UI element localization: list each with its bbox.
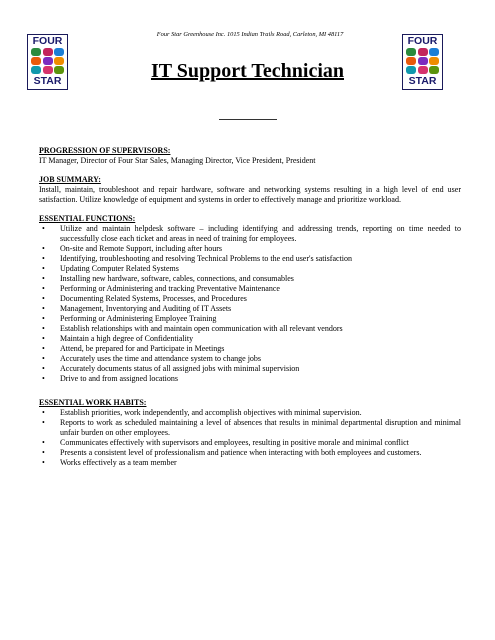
bullet-icon: • xyxy=(42,264,45,273)
bullet-icon: • xyxy=(42,334,45,343)
list-item-text: Maintain a high degree of Confidentiality xyxy=(60,334,194,343)
list-item-text: Works effectively as a team member xyxy=(60,458,177,467)
list-item xyxy=(39,294,461,304)
logo-word-bottom: STAR xyxy=(33,75,62,87)
puzzle-piece-icon xyxy=(54,66,64,74)
list-item-text: Presents a consistent level of professionalism and patience when interacting with both employees and customers. xyxy=(60,448,422,457)
puzzle-piece-icon xyxy=(406,66,416,74)
section-supervisors xyxy=(39,146,461,166)
bullet-icon: • xyxy=(42,304,45,313)
list-item xyxy=(39,244,461,254)
puzzle-piece-icon xyxy=(418,57,428,65)
list-item-text: Documenting Related Systems, Processes, and Procedures xyxy=(60,294,247,303)
list-item xyxy=(39,448,461,458)
list-item-text: Identifying, troubleshooting and resolving Technical Problems to the end user's satisfaction xyxy=(60,254,353,263)
habits-heading: ESSENTIAL WORK HABITS: xyxy=(39,398,147,407)
functions-list xyxy=(39,224,461,384)
puzzle-piece-icon xyxy=(418,48,428,56)
list-item xyxy=(39,324,461,334)
puzzle-piece-icon xyxy=(418,66,428,74)
bullet-icon: • xyxy=(42,364,45,373)
summary-text: Install, maintain, troubleshoot and repair hardware, software and networking systems resulting in a high level of end user satisfaction. Utilize knowledge of equipment and systems in order to effectively manage and prioritize workload. xyxy=(39,185,461,204)
list-item xyxy=(39,264,461,274)
list-item xyxy=(39,334,461,344)
list-item-text: Utilize and maintain helpdesk software – including identifying and addressing trends, reporting on time needed to successfully close each ticket and areas in need of training for employees. xyxy=(60,224,461,243)
puzzle-piece-icon xyxy=(31,57,41,65)
puzzle-piece-icon xyxy=(43,48,53,56)
puzzle-piece-icon xyxy=(429,66,439,74)
list-item xyxy=(39,418,461,438)
puzzle-piece-icon xyxy=(54,48,64,56)
bullet-icon: • xyxy=(42,274,45,283)
list-item xyxy=(39,274,461,284)
list-item xyxy=(39,304,461,314)
logo-word-top: FOUR xyxy=(32,35,63,47)
puzzle-piece-icon xyxy=(429,57,439,65)
puzzle-piece-icon xyxy=(31,66,41,74)
list-item xyxy=(39,284,461,294)
bullet-icon: • xyxy=(42,314,45,323)
company-address: Four Star Greenhouse Inc. 1015 Indian Trails Road, Carleton, MI 48117 xyxy=(156,31,344,38)
list-item-text: Performing or Administering and tracking Preventative Maintenance xyxy=(60,284,280,293)
list-item xyxy=(39,254,461,264)
bullet-icon: • xyxy=(42,438,45,447)
list-item xyxy=(39,224,461,244)
bullet-icon: • xyxy=(42,448,45,457)
habits-list xyxy=(39,408,461,468)
list-item-text: Accurately uses the time and attendance system to change jobs xyxy=(60,354,262,363)
puzzle-piece-icon xyxy=(54,57,64,65)
list-item-text: Establish priorities, work independently, and accomplish objectives with minimal supervision. xyxy=(60,408,362,417)
list-item-text: Drive to and from assigned locations xyxy=(60,374,178,383)
functions-heading: ESSENTIAL FUNCTIONS: xyxy=(39,214,136,223)
page-title: IT Support Technician xyxy=(150,60,345,82)
logo-word-bottom: STAR xyxy=(408,75,437,87)
supervisors-heading: PROGRESSION OF SUPERVISORS: xyxy=(39,146,171,155)
logo-puzzle-graphic xyxy=(406,48,439,74)
bullet-icon: • xyxy=(42,418,45,427)
puzzle-piece-icon xyxy=(406,57,416,65)
section-work-habits xyxy=(39,398,461,468)
bullet-icon: • xyxy=(42,224,45,233)
bullet-icon: • xyxy=(42,254,45,263)
bullet-icon: • xyxy=(42,374,45,383)
bullet-icon: • xyxy=(42,324,45,333)
list-item xyxy=(39,408,461,418)
document-body xyxy=(39,146,461,468)
list-item xyxy=(39,314,461,324)
puzzle-piece-icon xyxy=(43,66,53,74)
bullet-icon: • xyxy=(42,408,45,417)
list-item-text: On-site and Remote Support, including after hours xyxy=(60,244,222,253)
puzzle-piece-icon xyxy=(43,57,53,65)
list-item xyxy=(39,344,461,354)
section-essential-functions xyxy=(39,214,461,384)
bullet-icon: • xyxy=(42,344,45,353)
list-item xyxy=(39,354,461,364)
four-star-logo-right xyxy=(402,34,443,90)
bullet-icon: • xyxy=(42,244,45,253)
list-item-text: Performing or Administering Employee Training xyxy=(60,314,217,323)
bullet-icon: • xyxy=(42,458,45,467)
list-item xyxy=(39,364,461,374)
title-divider xyxy=(219,119,277,120)
list-item-text: Reports to work as scheduled maintaining a level of absences that results in minimal departmental disruption and minimal unfair burden on other employees. xyxy=(60,418,461,437)
puzzle-piece-icon xyxy=(429,48,439,56)
list-item-text: Accurately documents status of all assigned jobs with minimal supervision xyxy=(60,364,300,373)
list-item xyxy=(39,374,461,384)
logo-word-top: FOUR xyxy=(407,35,438,47)
list-item-text: Establish relationships with and maintain open communication with all relevant vendors xyxy=(60,324,343,333)
list-item-text: Installing new hardware, software, cables, connections, and consumables xyxy=(60,274,294,283)
puzzle-piece-icon xyxy=(406,48,416,56)
list-item xyxy=(39,458,461,468)
section-job-summary xyxy=(39,175,461,205)
bullet-icon: • xyxy=(42,294,45,303)
bullet-icon: • xyxy=(42,284,45,293)
list-item-text: Updating Computer Related Systems xyxy=(60,264,179,273)
bullet-icon: • xyxy=(42,354,45,363)
logo-puzzle-graphic xyxy=(31,48,64,74)
list-item xyxy=(39,438,461,448)
list-item-text: Attend, be prepared for and Participate in Meetings xyxy=(60,344,225,353)
list-item-text: Management, Inventorying and Auditing of IT Assets xyxy=(60,304,232,313)
supervisors-text: IT Manager, Director of Four Star Sales, Managing Director, Vice President, President xyxy=(39,156,316,165)
list-item-text: Communicates effectively with supervisors and employees, resulting in positive morale and minimal conflict xyxy=(60,438,409,447)
puzzle-piece-icon xyxy=(31,48,41,56)
four-star-logo-left xyxy=(27,34,68,90)
summary-heading: JOB SUMMARY: xyxy=(39,175,101,184)
